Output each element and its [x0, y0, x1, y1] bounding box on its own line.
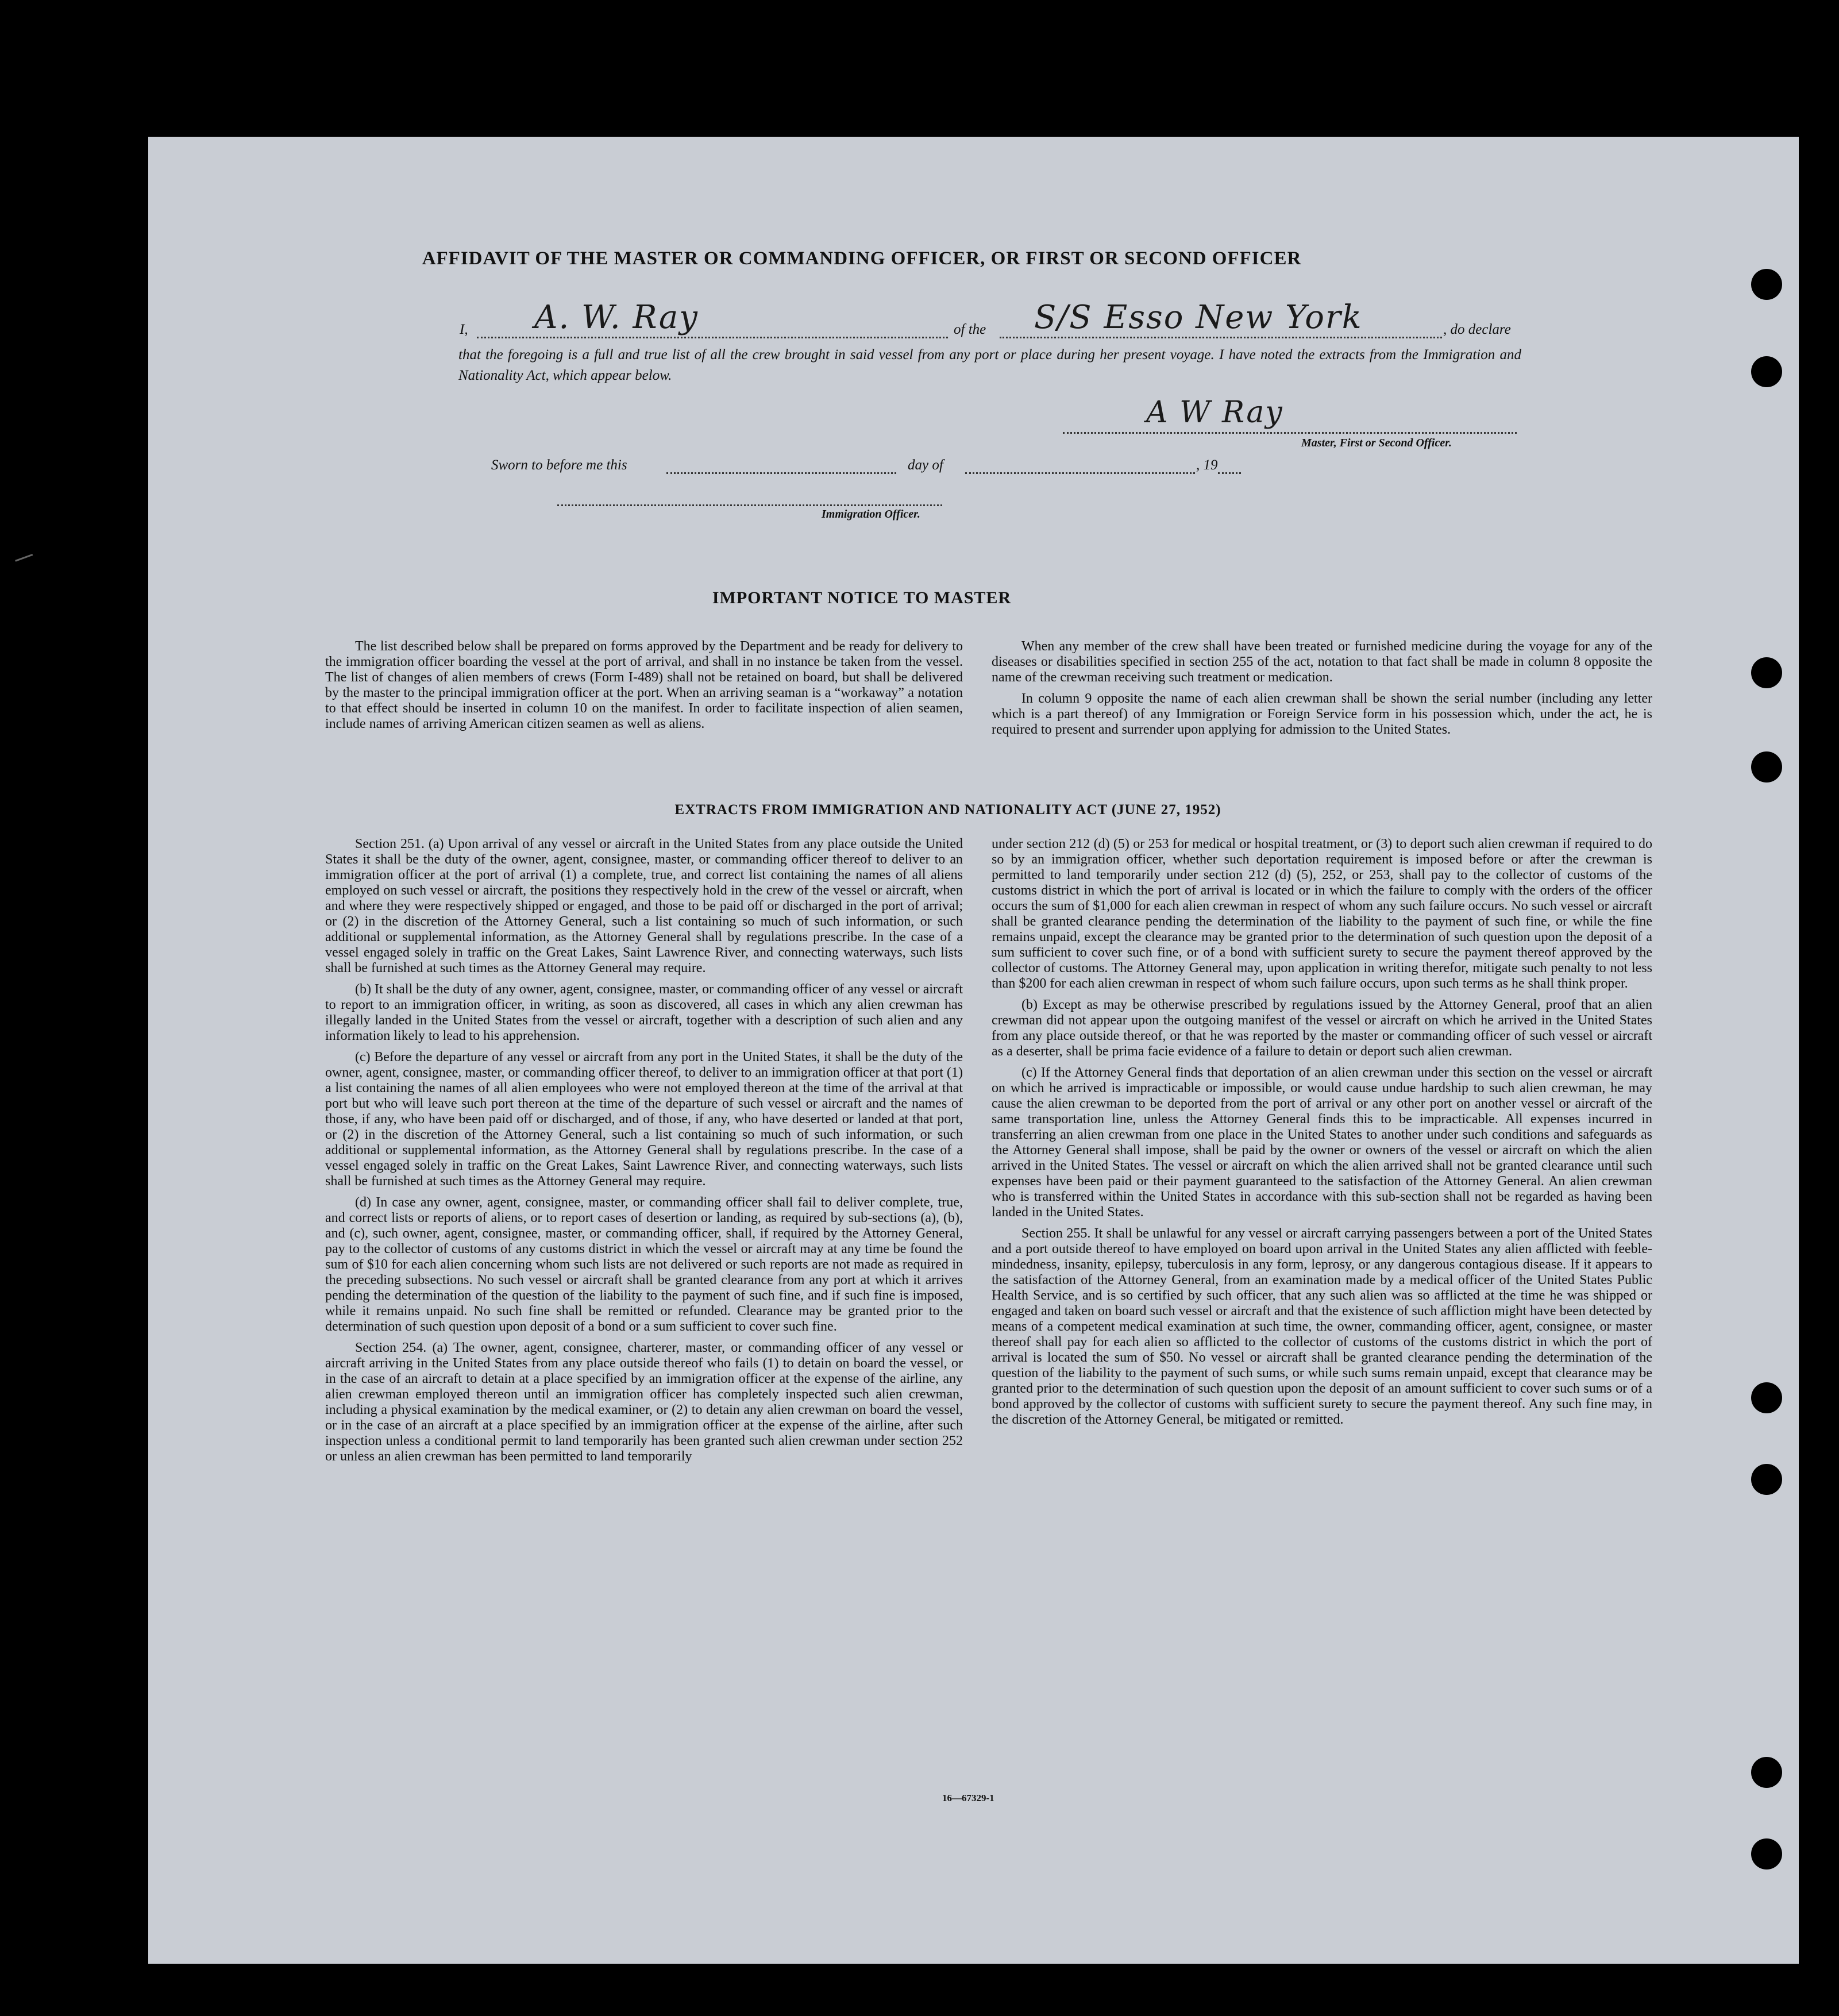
extract-paragraph: under section 212 (d) (5) or 253 for medical or hospital treatment, or (3) to deport such alien crewman if required to do so by an immigration officer, whether such deportation requirement is imposed before or after the crewman is permitted to land temporarily under section 212 (d) (5), 252, or 253, shall pay to the collector of customs of the customs district in which the port of arrival is located or in which the failure to comply with the orders of the officer occurs the sum of $1,000 for each alien crewman in respect of whom any such failure occurs. No such vessel or aircraft shall be granted clearance pending the determination of the liability to the payment of such fine, or while the fine remains unpaid, except the clearance may be granted prior to the determination of such question upon the deposit of a sum sufficient to cover such fine, or of a bond with sufficient surety to secure the payment thereof approved by the collector of customs. The Attorney General may, upon application in writing therefor, mitigate such penalty to not less than $200 for each alien crewman in respect of whom such failure occurs, upon such terms as he shall think proper. — [992, 837, 1652, 991]
year-label: , 19 — [1196, 457, 1218, 473]
extracts-left-column — [325, 837, 963, 1470]
sworn-day-line — [666, 472, 896, 474]
binder-hole — [1751, 1382, 1782, 1413]
scan-mark — [11, 542, 33, 561]
sworn-month-line — [965, 472, 1195, 474]
notice-left-text: The list described below shall be prepared on forms approved by the Department and be ready for delivery to the immigration officer boarding the vessel at the port of arrival, and shall in no instance be taken from the vessel. The list of changes of alien members of crews (Form I-489) shall not be retained on board, but shall be delivered by the master to the principal immigration officer at the port. When an arriving seaman is a “workaway” a notation to that effect should be inserted in column 10 on the manifest. In order to facilitate inspection of alien seamen, include names of arriving American citizen seamen as well as aliens. — [325, 639, 963, 731]
signature: A W Ray — [1146, 395, 1283, 430]
affidavit-statement: that the foregoing is a full and true list of all the crew brought in said vessel from any port or place during her present voyage. I have noted the extracts from the Immigration and Nationality Act, which appear below. — [458, 347, 1521, 383]
i-label: I, — [460, 322, 468, 337]
form-number: 16—67329-1 — [942, 1793, 994, 1803]
extract-paragraph: (d) In case any owner, agent, consignee, master, or commanding officer shall fail to deliver complete, true, and correct lists or reports of aliens, or to report cases of desertion or landing, as required by sub-sections (a), (b), and (c), such owner, agent, consignee, master, or commanding officer, shall, if required by the Attorney General, pay to the collector of customs of any customs district in which the vessel or aircraft may at any time be found the sum of $10 for each alien concerning whom such lists are not delivered or such reports are not made as required in the preceding subsections. No such vessel or aircraft shall be granted clearance from any port at which it arrives pending the determination of the question of the liability to the payment of such fine, and if such fine is imposed, while it remains unpaid. No such fine shall be remitted or refunded. Clearance may be granted prior to the determination of such question upon deposit of a bond or a sum sufficient to cover such fine. — [325, 1195, 963, 1334]
binder-hole — [1751, 1464, 1782, 1495]
notice-title: IMPORTANT NOTICE TO MASTER — [712, 588, 1012, 607]
declare-label: , do declare — [1443, 322, 1511, 337]
of-the-label: of the — [954, 322, 986, 337]
extract-paragraph: (b) Except as may be otherwise prescribed by regulations issued by the Attorney General, proof that an alien crewman did not appear upon the outgoing manifest of the vessel or aircraft on which he arrived in the United States from any place outside thereof, or that he was reported by the master or commanding officer of such vessel or aircraft as a deserter, shall be prima facie evidence of a failure to detain or deport such alien crewman. — [992, 997, 1652, 1059]
extract-paragraph: (c) Before the departure of any vessel or aircraft from any port in the United States, it shall be the duty of the owner, agent, consignee, master, or commanding officer thereof, to deliver to an immigration officer at that port (1) a list containing the names of all alien employees who were not employed thereon at the time of the arrival at that port but who will leave such port thereon at the time of the departure of such vessel or aircraft and the names of those, if any, who have been paid off or discharged, and of those, if any, who have deserted or landed at that port, or (2) in the discretion of the Attorney General, such a list containing so much of such information, or such additional or supplemental information, as the Attorney General shall by regulations prescribe. In the case of a vessel engaged solely in traffic on the Great Lakes, Saint Lawrence River, and connecting waterways, such lists shall be furnished at such times as the Attorney General may require. — [325, 1050, 963, 1189]
extracts-title: EXTRACTS FROM IMMIGRATION AND NATIONALITY ACT (JUNE 27, 1952) — [674, 802, 1221, 818]
name-line — [477, 337, 948, 338]
binder-hole — [1751, 269, 1782, 300]
sworn-label: Sworn to before me this — [491, 457, 627, 473]
vessel-name: S/S Esso New York — [1034, 299, 1363, 336]
sworn-year-line — [1218, 472, 1241, 474]
extract-paragraph: (c) If the Attorney General finds that deportation of an alien crewman under this section on the vessel or aircraft on which he arrived is impracticable or impossible, or would cause undue hardship to such alien crewman, he may cause the alien crewman to be deported from the port of arrival or any other port on another vessel or aircraft of the same transportation line, unless the Attorney General finds this to be impracticable. All expenses incurred in transferring an alien crewman from one place in the United States to another under such conditions and safeguards as the Attorney General shall impose, shall be paid by the owner or owners of the vessel or aircraft on which the alien arrived in the United States. The vessel or aircraft on which the alien arrived shall not be granted clearance until such expenses have been paid or their payment guaranteed to the satisfaction of the Attorney General. An alien crewman who is transferred within the United States in accordance with this sub-section shall not be regarded as having been landed in the United States. — [992, 1065, 1652, 1220]
binder-hole — [1751, 1757, 1782, 1788]
officer-label: Immigration Officer. — [822, 508, 920, 521]
binder-hole — [1751, 1838, 1782, 1869]
extract-paragraph: Section 255. It shall be unlawful for any vessel or aircraft carrying passengers between a port of the United States and a port outside thereof to have employed on board upon arrival in the United States any alien afflicted with feeble-mindedness, insanity, epilepsy, tuberculosis in any form, leprosy, or any dangerous contagious disease. If it appears to the satisfaction of the Attorney General, from an examination made by a medical officer of the United States Public Health Service, and is so certified by such officer, that any such alien was so afflicted at the time he was shipped or engaged and taken on board such vessel or aircraft and that the existence of such affliction might have been detected by means of a competent medical examination at such time, the owner, commanding officer, agent, consignee, or master thereof shall pay for each alien so afflicted to the collector of customs of the customs district in which the port of arrival is located the sum of $50. No vessel or aircraft shall be granted clearance pending the determination of the question of the liability to the payment of such sums, or while such sums remain unpaid, except that clearance may be granted prior to the determination of such question upon the deposit of an amount sufficient to cover such sums or of a bond approved by the collector of customs with sufficient surety to secure the payment thereof. Any such fine may, in the discretion of the Attorney General, be mitigated or remitted. — [992, 1226, 1652, 1427]
notice-right — [992, 639, 1652, 743]
vessel-line — [1000, 337, 1442, 338]
signature-line — [1063, 432, 1517, 434]
binder-hole — [1751, 751, 1782, 782]
extract-paragraph: Section 251. (a) Upon arrival of any vessel or aircraft in the United States from any place outside the United States it shall be the duty of the owner, agent, consignee, master, or commanding officer thereof to deliver to an immigration officer at the port of arrival (1) a complete, true, and correct list containing the names of all aliens employed on such vessel or aircraft, the positions they respectively hold in the crew of the vessel or aircraft, when and where they were respectively shipped or engaged, and those to be paid off or discharged in the port of arrival; or (2) in the discretion of the Attorney General, such a list containing so much of such information, or such additional or supplemental information, as the Attorney General shall by regulations prescribe. In the case of a vessel engaged solely in traffic on the Great Lakes, Saint Lawrence River, and connecting waterways, such lists shall be furnished at such times as the Attorney General may require. — [325, 837, 963, 976]
affidavit-title: AFFIDAVIT OF THE MASTER OR COMMANDING OFFICER, OR FIRST OR SECOND OFFICER — [422, 248, 1302, 269]
officer-line — [557, 504, 942, 506]
notice-right-text-1: When any member of the crew shall have been treated or furnished medicine during the voyage for any of the diseases or disabilities specified in section 255 of the act, notation to that fact shall be made in column 8 opposite the name of the crewman receiving such treatment or medication. — [992, 639, 1652, 685]
signer-title: Master, First or Second Officer. — [1301, 437, 1452, 449]
notice-right-text-2: In column 9 opposite the name of each alien crewman shall be shown the serial number (including any letter which is a part thereof) of any Immigration or Foreign Service form in his possession which, under the act, he is required to present and surrender upon applying for admission to the United States. — [992, 691, 1652, 737]
extract-paragraph: (b) It shall be the duty of any owner, agent, consignee, master, or commanding officer of any vessel or aircraft to report to an immigration officer, in writing, as soon as discovered, all cases in which any alien crewman has illegally landed in the United States from the vessel or aircraft, together with a description of such alien and any information likely to lead to his apprehension. — [325, 982, 963, 1043]
binder-hole — [1751, 356, 1782, 387]
extract-paragraph: Section 254. (a) The owner, agent, consignee, charterer, master, or commanding officer of any vessel or aircraft arriving in the United States from any place outside thereof who fails (1) to detain on board the vessel, or in the case of an aircraft to detain at a place specified by an immigration officer at the expense of the airline, any alien crewman employed thereon until an immigration officer has completely inspected such alien crewman, including a physical examination by the medical examiner, or (2) to detain any alien crewman on board the vessel, or in the case of an aircraft at a place specified by an immigration officer at the expense of the airline, after such inspection unless a conditional permit to land temporarily has been granted such alien crewman under section 252 or unless an alien crewman has been permitted to land temporarily — [325, 1340, 963, 1464]
extracts-right-column — [992, 837, 1652, 1433]
day-of-label: day of — [908, 457, 943, 473]
master-name: A. W. Ray — [534, 299, 699, 336]
notice-left — [325, 639, 963, 738]
binder-hole — [1751, 657, 1782, 688]
